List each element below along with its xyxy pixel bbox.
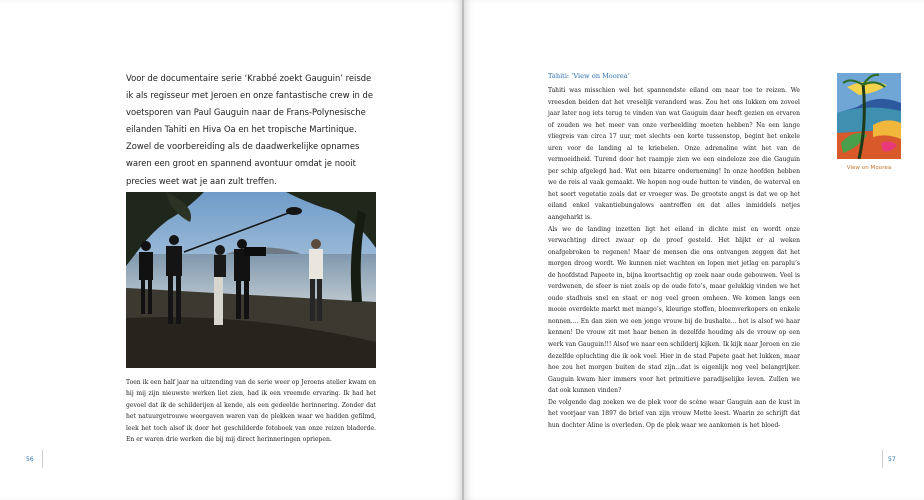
film-crew-photo	[126, 192, 376, 368]
page-rule	[42, 450, 43, 468]
right-page	[464, 0, 924, 500]
intro-paragraph: Voor de documentaire serie ‘Krabbé zoekt Gauguin’ reisde ik als regisseur met Jeroen en onze fantastische crew in de voetsporen van Paul Gauguin naar de Frans-Polynesische eilanden Tahiti en Hiva Oa en het tropische Martinique. Zowel de voorbereiding als de daadwerkelijke opnames waren een groot en spannend avontuur omdat je nooit precies weet wat je aan zult treffen.	[126, 73, 373, 186]
painting-caption: View on Moorea	[846, 165, 892, 171]
page-number-right: 57	[888, 456, 896, 463]
view-on-moorea-painting	[837, 73, 901, 159]
left-body-text: Toen ik een half jaar na uitzending van de serie weer op Jeroens atelier kwam en hij mij zijn nieuwste werken liet zien, had ik een vreemde ervaring. Ik had het gevoel dat ik de schilderijen al kende, als een gedeelde herinnering. Zonder dat het natuurgetrouwe weergaven waren van de plekken waar we hadden gefilmd, leek het toch alsof ik door het geschilderde fotoboek van onze reizen bladerde. En er waren drie werken die bij mij direct herinneringen opriepen.	[126, 379, 376, 444]
right-body-text: Tahiti was misschien wel het spannendste eiland om naar toe te reizen. We vreesden beiden dat het vreselijk veranderd was. Zou het ons lukken om zoveel jaar later nog iets terug te vinden van wat Gauguin daar heeft gezien en ervaren of zouden we het meer van onze verbeelding moeten hebben? Na een lange vliegreis van circa 17 uur, met slechts een korte tussenstop, begint het enkele uren voor de landing al te kriebelen. Onze adrenaline wint het van de vermoeidheid. Turend door het raampje zien we een eindeloze zee die Gauguin per schip afgelegd had. Wat een bizarre onderneming! In onze hoofden hebben we de reis al vaak gemaakt. We hopen nog oude hutten te vinden, de waterval en het soort vegetatie zoals dat er vroeger was. De grootste angst is dat we op het eiland enkel vakantiebungalows aantreffen en dat alles inmiddels netjes aangeharkt is. Als we de landing inzetten ligt het eiland in dichte mist en wordt onze verwachting direct zwaar op de proef gesteld. Het blijkt er al weken onafgebroken te regenen! Maar de mensen die ons ontvangen zeggen dat het morgen droog wordt. We kunnen niet wachten en lopen met jetlag en paraplu’s de hoofdstad Papeete in, bijna koortsachtig op zoek naar oude gebouwen. Veel is verdwenen, de sfeer is niet zoals op de oude foto’s, maar gelukkig vinden we het oude stadhuis snel en staat er nog veel groen omheen. We komen langs een mooie overdekte markt met mango’s, kleurige stoffen, bloemverkopers en enkele nonnen.... En dan zien we een jonge vrouw bij de bushalte... het is alsof we haar kennen! De vrouw zit met haar benen in dezelfde houding als de vrouw op een werk van Gauguin!!! Alsof we naar een schilderij kijken. Ik kijk naar Jeroen en zie dezelfde opluchting die ik ook voel. Hier in de stad Papete gaat het lukken, maar hoe zou het morgen buiten de stad zijn...dat is eigenlijk nog veel belangrijker. Gauguin kwam hier immers voor het primitieve paradijselijke leven. Zullen we dat ook kunnen vinden? De volgende dag zoeken we de plek voor de scène waar Gauguin aan de kust in het voorjaar van 1897 de brief van zijn vrouw Mette leest. Waarin ze schrijft dat hun dochter Aline is overleden. Op de plek waar we aankomen is het bloed-	[548, 87, 800, 429]
page-number-left: 56	[26, 456, 34, 463]
section-title: Tahiti: ‘View on Moorea’	[548, 72, 630, 80]
page-rule	[882, 450, 883, 468]
